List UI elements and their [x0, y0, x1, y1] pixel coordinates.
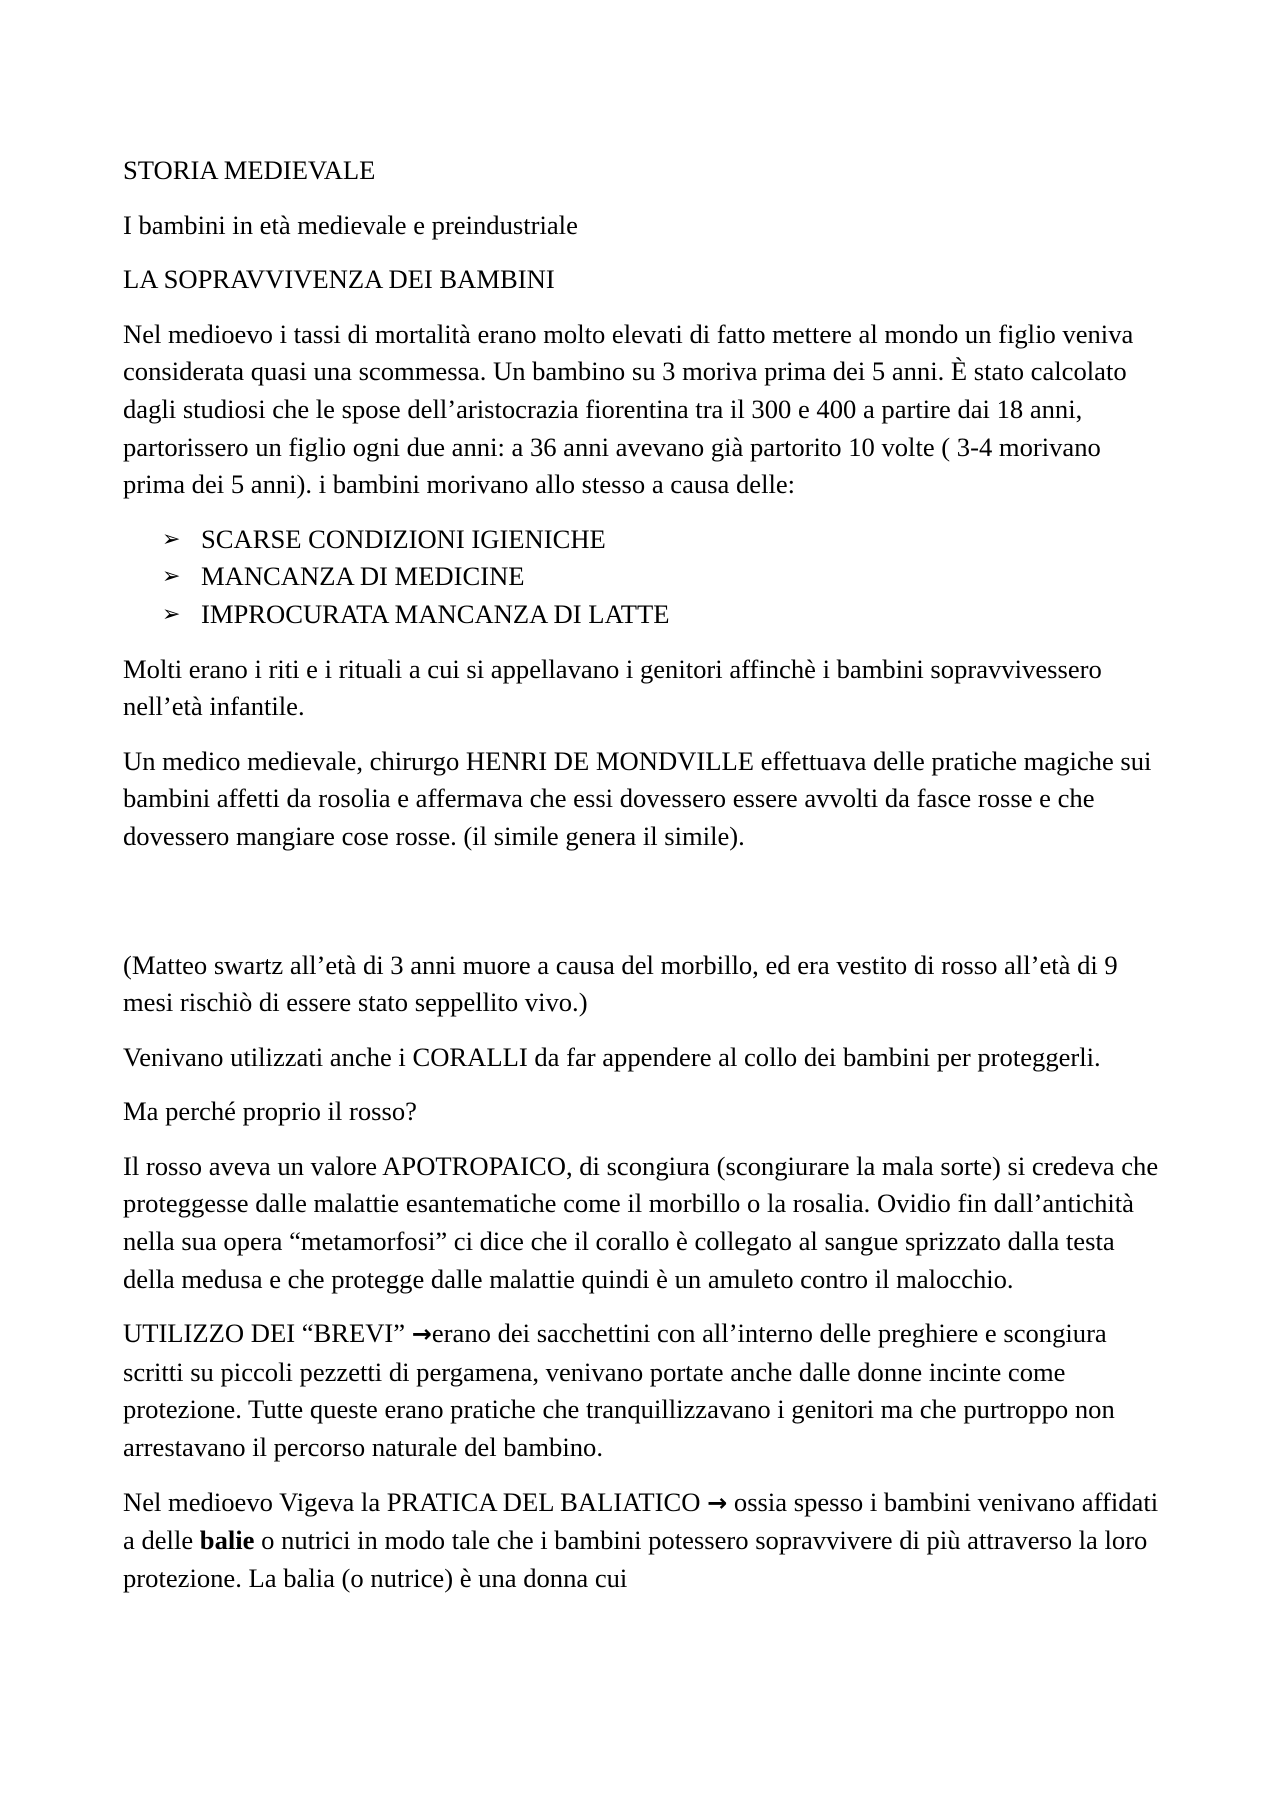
list-item-text: SCARSE CONDIZIONI IGIENICHE	[201, 523, 606, 554]
paragraph-rituals: Molti erano i riti e i rituali a cui si appellavano i genitori affinchè i bambini sopravvivessero nell’età infantile.	[123, 653, 1102, 722]
baliatico-mid-text: ossia spesso i bambini venivano affidati a delle	[123, 1486, 1159, 1556]
list-item	[123, 596, 1163, 634]
right-arrow-icon: →	[707, 1488, 728, 1517]
paragraph-question: Ma perché proprio il rosso?	[123, 1096, 417, 1127]
document-page	[123, 152, 1163, 1614]
brevi-body-text: erano dei sacchettini con all’interno delle preghiere e scongiura scritti su piccoli pezzetti di pergamena, venivano portate anche dalle donne incinte come protezione. Tutte queste erano pratiche che tranquillizzavano i genitori ma che purtroppo non arrestavano il percorso naturale del bambino.	[123, 1318, 1115, 1463]
baliatico-lead-text: Nel medioevo Vigeva la PRATICA DEL BALIATICO	[123, 1486, 708, 1517]
document-title: STORIA MEDIEVALE	[123, 155, 376, 185]
arrowhead-bullet-icon: ➢	[162, 564, 181, 590]
paragraph-coralli: Venivano utilizzati anche i CORALLI da far appendere al collo dei bambini per proteggerli.	[123, 1041, 1101, 1072]
list-item-text: IMPROCURATA MANCANZA DI LATTE	[201, 598, 670, 629]
balie-bold-term: balie	[199, 1525, 255, 1556]
causes-list	[123, 521, 1163, 634]
paragraph-brevi	[123, 1315, 1163, 1466]
paragraph-mondville: Un medico medievale, chirurgo HENRI DE MONDVILLE effettuava delle pratiche magiche sui bambini affetti da rosolia e affermava che essi dovessero essere avvolti da fasce rosse e che dovessero mangiare cose rosse. (il simile genera il simile).	[123, 745, 1152, 851]
right-arrow-icon: →	[411, 1320, 432, 1349]
arrowhead-bullet-icon: ➢	[162, 526, 181, 552]
paragraph-mortality: Nel medioevo i tassi di mortalità erano molto elevati di fatto mettere al mondo un figlio veniva considerata quasi una scommessa. Un bambino su 3 moriva prima dei 5 anni. È stato calcolato dagli studiosi che le spose dell’aristocrazia fiorentina tra il 300 e 400 a partire dai 18 anni, partorissero un figlio ogni due anni: a 36 anni avevano già partorito 10 volte ( 3-4 morivano prima dei 5 anni). i bambini morivano allo stesso a causa delle:	[123, 318, 1134, 500]
paragraph-apotropaico: Il rosso aveva un valore APOTROPAICO, di scongiura (scongiurare la mala sorte) si credeva che proteggesse dalle malattie esantematiche come il morbillo o la rosalia. Ovidio fin dall’antichità nella sua opera “metamorfosi” ci dice che il corallo è collegato al sangue sprizzato dalla testa della medusa e che protegge dalle malattie quindi è un amuleto contro il malocchio.	[123, 1150, 1159, 1294]
list-item	[123, 521, 1163, 559]
paragraph-matteo: (Matteo swartz all’età di 3 anni muore a causa del morbillo, ed era vestito di rosso all’età di 9 mesi rischiò di essere stato seppellito vivo.)	[123, 949, 1118, 1018]
list-item-text: MANCANZA DI MEDICINE	[201, 561, 525, 592]
paragraph-baliatico	[123, 1484, 1163, 1598]
brevi-lead-text: UTILIZZO DEI “BREVI”	[123, 1318, 412, 1349]
section-heading: LA SOPRAVVIVENZA DEI BAMBINI	[123, 264, 555, 295]
arrowhead-bullet-icon: ➢	[162, 601, 181, 627]
list-item	[123, 558, 1163, 596]
blank-line	[123, 873, 1163, 947]
baliatico-rest-text: o nutrici in modo tale che i bambini potessero sopravvivere di più attraverso la loro protezione. La balia (o nutrice) è una donna cui	[123, 1525, 1148, 1593]
document-subtitle: I bambini in età medievale e preindustriale	[123, 209, 578, 240]
